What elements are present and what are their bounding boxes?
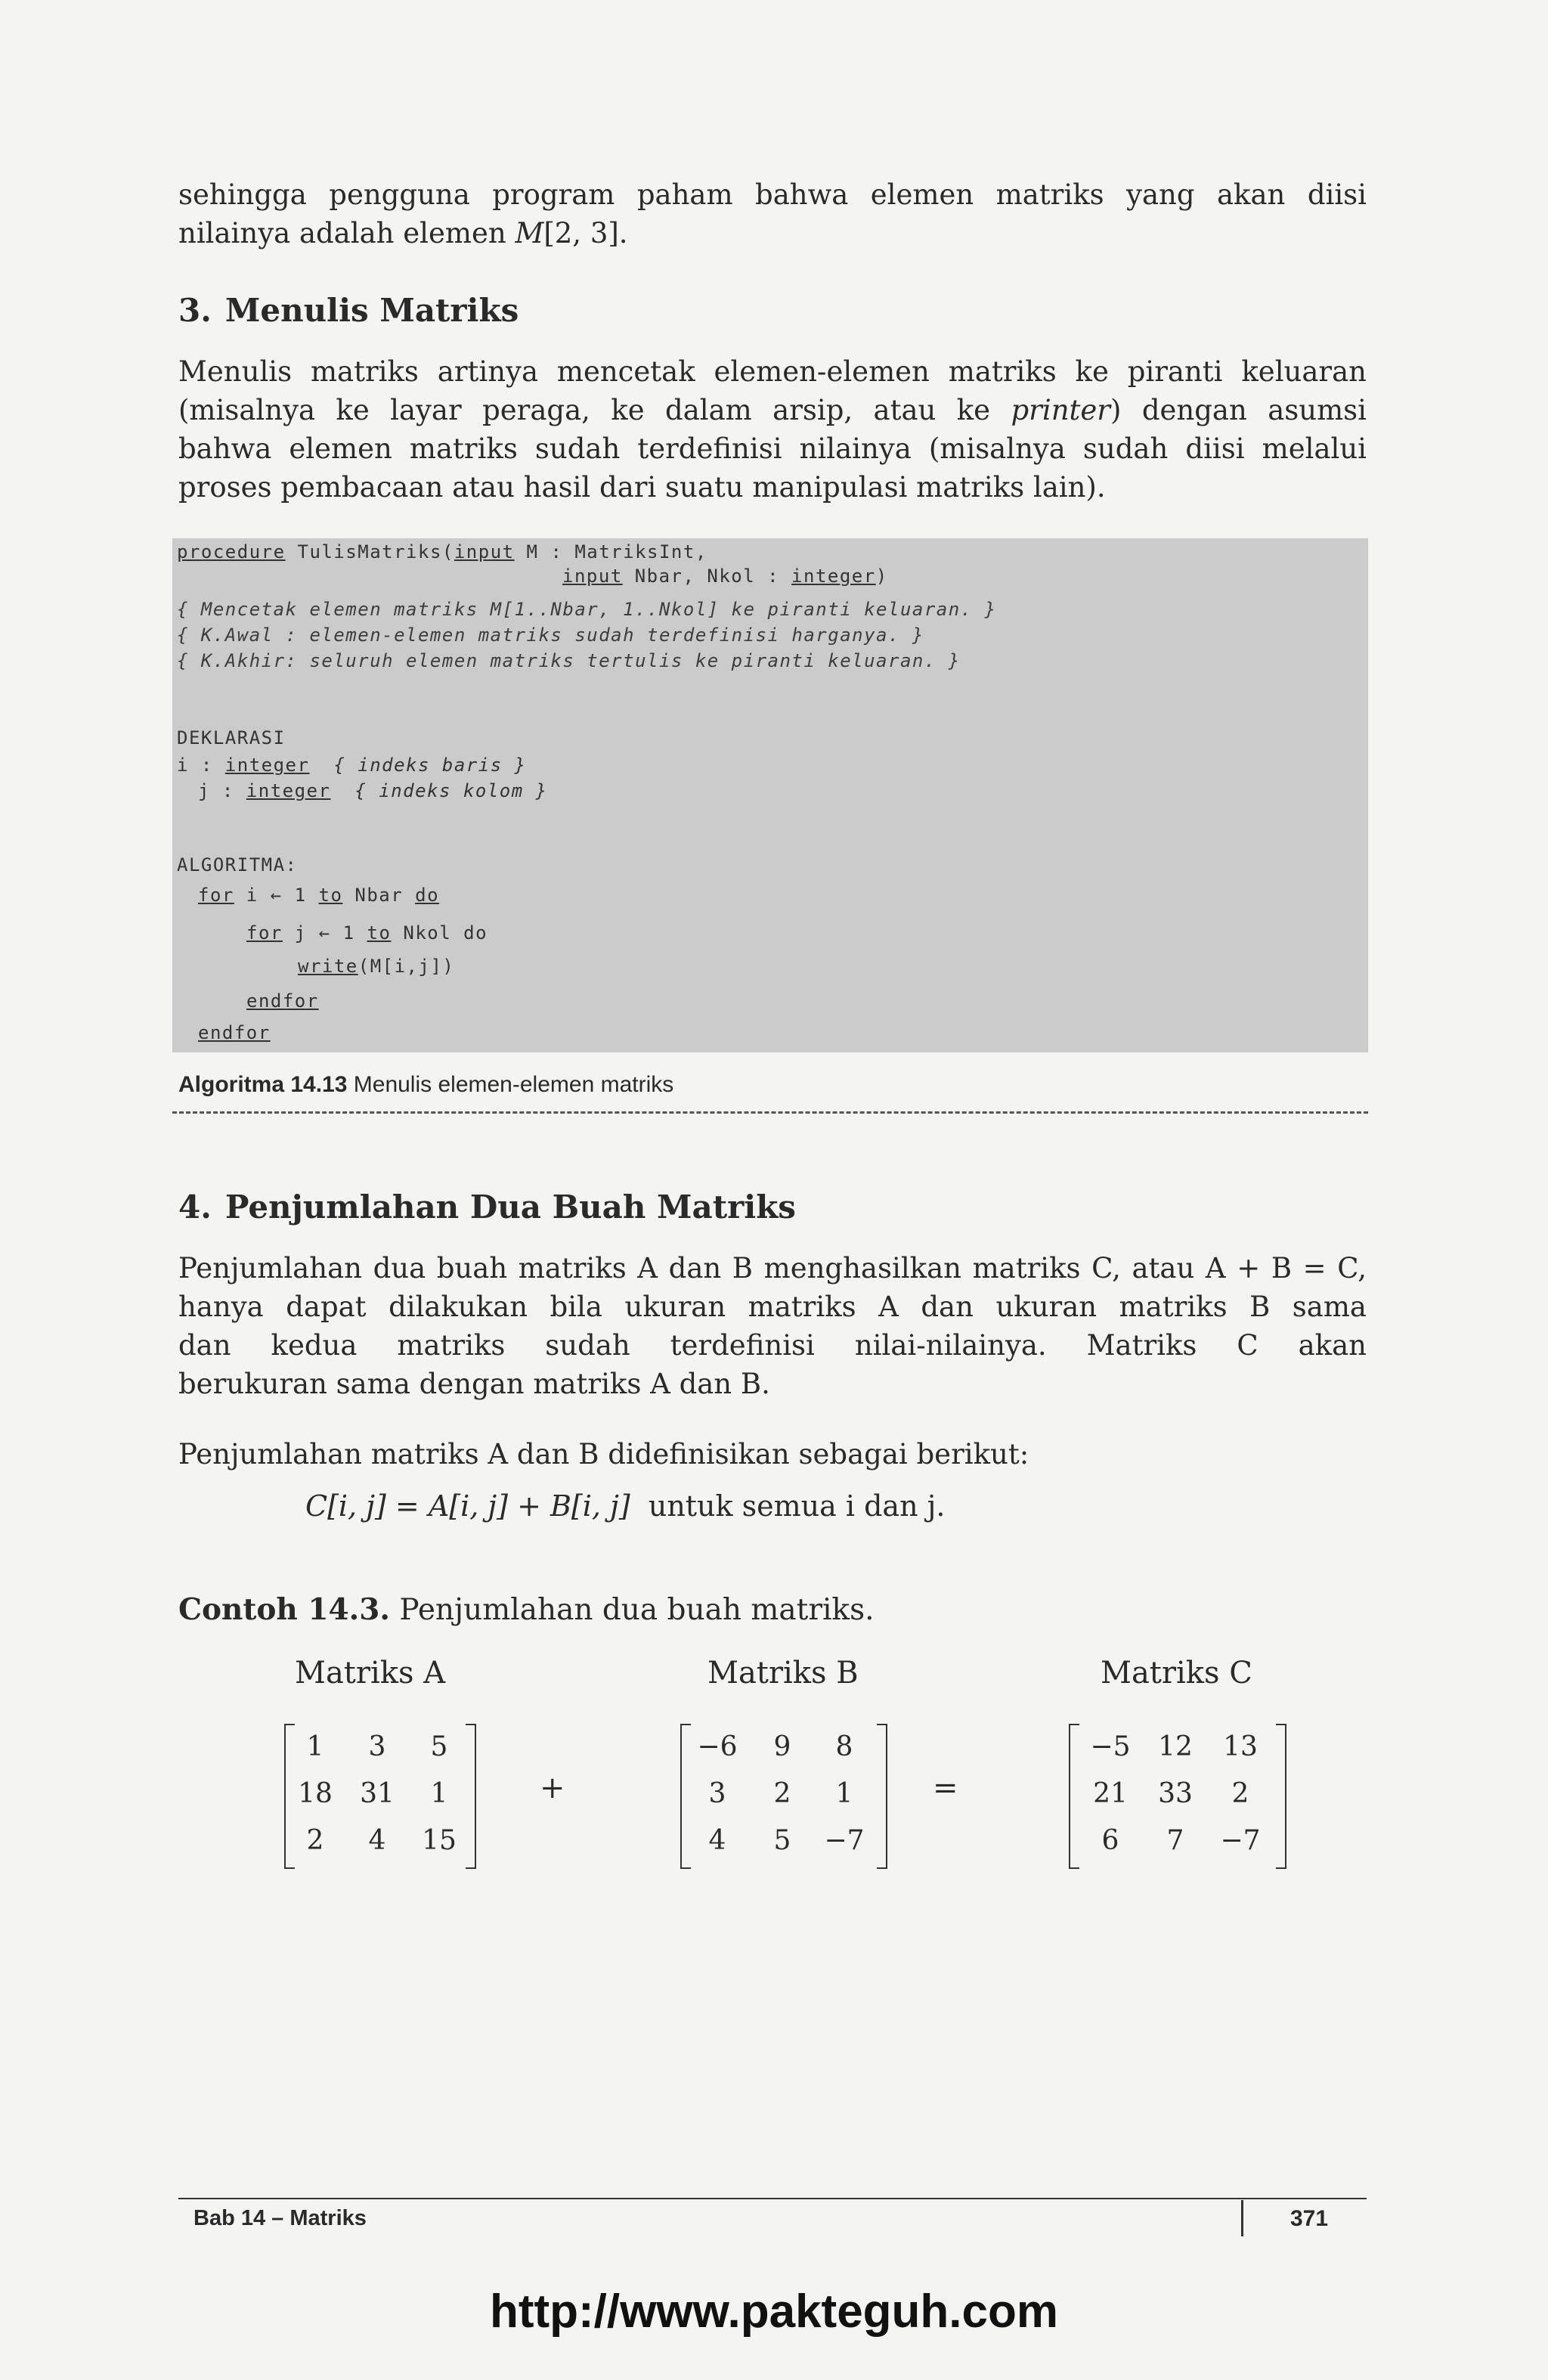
- code-endfor-outer: endfor: [198, 1022, 271, 1043]
- formula-expression: C[i, j] = A[i, j] + B[i, j]: [305, 1489, 630, 1523]
- intro-matrix-symbol: M: [515, 217, 544, 249]
- matrix-c-cell: 7: [1166, 1825, 1184, 1856]
- close-paren: ): [875, 566, 888, 587]
- param-m: M : MatriksInt,: [514, 541, 707, 562]
- for-1-init: i ← 1: [234, 885, 319, 906]
- matrix-c-bracket-right: [1276, 1724, 1286, 1869]
- var-i: i :: [177, 755, 225, 776]
- s4-definition-intro: Penjumlahan matriks A dan B didefinisikan sebagai berikut:: [178, 1438, 1029, 1470]
- write-args: (M[i,j]): [358, 956, 455, 977]
- comment-i: { indeks baris }: [309, 755, 527, 776]
- matrix-c-cell: 33: [1158, 1778, 1193, 1809]
- matrix-a-cell: 1: [306, 1731, 324, 1762]
- matrix-b-cell: 9: [773, 1731, 791, 1762]
- section-3-paragraph: [178, 352, 1367, 507]
- intro-index: [2, 3].: [543, 217, 628, 249]
- kw-for-1: for: [198, 885, 234, 906]
- matrix-a-title: Matriks A: [295, 1656, 446, 1690]
- matrix-c-cell: 2: [1231, 1778, 1249, 1809]
- matrix-b: [680, 1724, 887, 1869]
- example-text: Penjumlahan dua buah matriks.: [399, 1593, 875, 1627]
- matrix-a-cell: 2: [306, 1825, 324, 1856]
- comment-j: { indeks kolom }: [330, 780, 548, 801]
- for-2-rest: Nkol do: [391, 922, 488, 944]
- addition-formula: [305, 1489, 946, 1523]
- matrix-a-cell: 15: [422, 1825, 457, 1856]
- matrix-b-cell: 8: [835, 1731, 853, 1762]
- section-3-number: 3.: [178, 292, 212, 329]
- matrix-c-cell: 6: [1101, 1825, 1119, 1856]
- intro-paragraph: [178, 175, 1367, 253]
- matrix-b-cell: 3: [708, 1778, 726, 1809]
- algorithm-caption: [178, 1072, 673, 1098]
- caption-label: Algoritma 14.13: [178, 1072, 348, 1097]
- matrix-a-cell: 4: [368, 1825, 386, 1856]
- kw-do-1: do: [415, 885, 440, 906]
- matrix-b-bracket-right: [877, 1724, 887, 1869]
- intro-line-1: sehingga pengguna program paham bahwa elemen matriks yang akan diisi: [178, 178, 1367, 211]
- section-4-paragraph-1: [178, 1249, 1367, 1403]
- var-j: j :: [198, 780, 246, 801]
- matrix-b-bracket-left: [680, 1724, 691, 1869]
- matrix-c-cell: 21: [1093, 1778, 1128, 1809]
- code-params-line: [562, 566, 888, 587]
- section-4-paragraph-2: [178, 1435, 1367, 1474]
- matrix-b-cell: 1: [835, 1778, 853, 1809]
- s3-line-1: Menulis matriks artinya mencetak elemen-elemen matriks ke piranti keluaran: [178, 355, 1367, 388]
- matrix-c-bracket-left: [1069, 1724, 1079, 1869]
- matrix-c-cell: −7: [1220, 1825, 1261, 1856]
- type-j: integer: [246, 780, 331, 801]
- s3-line-2: [178, 391, 1367, 429]
- code-for-i: [198, 885, 439, 906]
- s4-line-3: dan kedua matriks sudah terdefinisi nilai-nilainya. Matriks C akan: [178, 1329, 1367, 1362]
- formula-tail: untuk semua i dan j.: [648, 1489, 946, 1523]
- s3-line-2c: ) dengan asumsi: [1110, 394, 1367, 426]
- matrix-b-cell: 5: [773, 1825, 791, 1856]
- code-write: [298, 956, 454, 977]
- params-nbar-nkol: Nbar, Nkol :: [622, 566, 792, 587]
- s4-line-2: hanya dapat dilakukan bila ukuran matriks A dan ukuran matriks B sama: [178, 1291, 1367, 1323]
- algorithm-code-box: [172, 538, 1368, 1052]
- s3-line-2a: (misalnya ke layar peraga, ke dalam arsip, atau ke: [178, 394, 1011, 426]
- code-for-j: [246, 922, 488, 944]
- matrix-a-bracket-right: [466, 1724, 476, 1869]
- code-decl-j: [198, 780, 548, 801]
- s4-line-4: berukuran sama dengan matriks A dan B.: [178, 1368, 770, 1400]
- footer-rule: [178, 2198, 1367, 2199]
- kw-for-2: for: [246, 922, 283, 944]
- matrix-c-cell: −5: [1090, 1731, 1131, 1762]
- s3-printer: printer: [1011, 394, 1110, 426]
- kw-integer: integer: [791, 566, 876, 587]
- type-i: integer: [224, 755, 310, 776]
- matrix-b-cell: 4: [708, 1825, 726, 1856]
- kw-procedure: procedure: [177, 541, 286, 562]
- matrix-b-title: Matriks B: [707, 1656, 859, 1690]
- intro-line-2: [178, 217, 628, 249]
- matrix-a-cell: 18: [298, 1778, 333, 1809]
- kw-input: input: [454, 541, 515, 562]
- section-4-title: Penjumlahan Dua Buah Matriks: [224, 1188, 796, 1226]
- kw-to-1: to: [318, 885, 343, 906]
- code-endfor-inner: endfor: [246, 990, 319, 1012]
- example-title: [178, 1591, 1367, 1629]
- matrix-c-cell: 13: [1223, 1731, 1258, 1762]
- matrix-b-cell: 2: [773, 1778, 791, 1809]
- equals-sign: =: [933, 1771, 958, 1805]
- caption-divider: [172, 1111, 1368, 1114]
- code-deklarasi: DEKLARASI: [177, 727, 286, 748]
- caption-text: Menulis elemen-elemen matriks: [353, 1072, 674, 1097]
- kw-write: write: [298, 956, 358, 977]
- example-label: Contoh 14.3.: [178, 1592, 390, 1627]
- code-comment-1: { Mencetak elemen matriks M[1..Nbar, 1..Nkol] ke piranti keluaran. }: [177, 599, 997, 620]
- proc-name: TulisMatriks(: [285, 541, 454, 562]
- intro-text: nilainya adalah elemen: [178, 217, 515, 249]
- footer-chapter: Bab 14 – Matriks: [194, 2206, 367, 2230]
- matrix-b-cell: −7: [824, 1825, 865, 1856]
- code-procedure-line: [177, 541, 707, 562]
- matrix-a-cell: 31: [360, 1778, 395, 1809]
- matrix-a-cell: 1: [430, 1778, 448, 1809]
- code-algoritma: ALGORITMA:: [177, 854, 298, 875]
- matrix-a-cell: 3: [368, 1731, 386, 1762]
- plus-sign: +: [540, 1771, 565, 1805]
- section-3-heading: [178, 292, 519, 329]
- matrix-c-title: Matriks C: [1101, 1656, 1252, 1690]
- kw-to-2: to: [367, 922, 392, 944]
- code-comment-3: { K.Akhir: seluruh elemen matriks tertulis ke piranti keluaran. }: [177, 650, 961, 671]
- watermark-url[interactable]: http://www.pakteguh.com: [489, 2285, 1059, 2338]
- matrix-a-cell: 5: [430, 1731, 448, 1762]
- s3-line-4: proses pembacaan atau hasil dari suatu manipulasi matriks lain).: [178, 471, 1106, 504]
- kw-input-2: input: [562, 566, 623, 587]
- for-2-init: j ← 1: [282, 922, 367, 944]
- section-4-number: 4.: [178, 1188, 212, 1226]
- matrix-c-cell: 12: [1158, 1731, 1193, 1762]
- matrix-a: [284, 1724, 476, 1869]
- matrix-b-cell: −6: [697, 1731, 738, 1762]
- code-comment-2: { K.Awal : elemen-elemen matriks sudah terdefinisi harganya. }: [177, 624, 924, 646]
- s3-line-3: bahwa elemen matriks sudah terdefinisi nilainya (misalnya sudah diisi melalui: [178, 432, 1367, 465]
- section-3-title: Menulis Matriks: [224, 292, 519, 329]
- page-number: 371: [1290, 2206, 1329, 2231]
- matrix-c: [1069, 1724, 1286, 1869]
- s4-line-1: Penjumlahan dua buah matriks A dan B menghasilkan matriks C, atau A + B = C,: [178, 1252, 1367, 1285]
- footer-page-box: [1241, 2200, 1369, 2236]
- for-1-limit: Nbar: [342, 885, 416, 906]
- code-decl-i: [177, 755, 527, 776]
- section-4-heading: [178, 1188, 796, 1226]
